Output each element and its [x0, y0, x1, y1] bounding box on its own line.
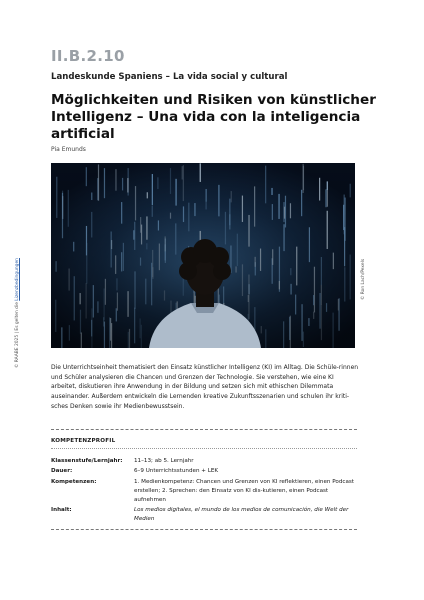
- competence-profile: [51, 429, 357, 530]
- intro-paragraph: Die Unterrichtseinheit thematisiert den Einsatz künstlicher Intelligenz (KI) im Alltag. Die Schüle-rinnen und Schüler analysieren die Chancen und Grenzen der Technologie. Sie verstehen, wie eine KI arbeitet, diskutieren ihre Anwendung in der Bildung und setzen sich mit ethischen Dilemmata auseinander. Außerdem entwickeln die Lernenden kreative Zukunftsszenarien und schulen ihr kriti-sches Denken sowie ihr Medienbewusstsein.: [51, 364, 359, 410]
- profile-row-content: [51, 506, 357, 524]
- profile-row-duration: [51, 467, 357, 476]
- hero-image: [51, 163, 355, 348]
- profile-label: Dauer:: [51, 468, 73, 475]
- profile-value: 11–13; ab 5. Lernjahr: [134, 458, 194, 464]
- license-text: © RAABE 2025 | Es gelten die: [15, 300, 20, 368]
- image-credit: © Ron Lach/Pexels: [361, 258, 366, 300]
- profile-label: Kompetenzen:: [51, 478, 97, 485]
- profile-divider-mid: [51, 448, 357, 449]
- title-line-1: Möglichkeiten und Risiken von künstlicher: [51, 92, 376, 108]
- profile-heading: KOMPETENZPROFIL: [51, 438, 116, 444]
- profile-divider-top: [51, 429, 357, 430]
- series-subtitle: Landeskunde Spaniens – La vida social y cultural: [51, 72, 288, 82]
- profile-row-grade: [51, 457, 357, 466]
- license-link[interactable]: Lizenzbedingungen: [15, 258, 20, 301]
- title-line-2: Intelligenz – Una vida con la inteligencia artificial: [51, 109, 361, 142]
- profile-label: Inhalt:: [51, 507, 72, 514]
- profile-divider-bottom: [51, 529, 357, 530]
- matrix-code-illustration: [51, 163, 355, 348]
- profile-value: 1. Medienkompetenz: Chancen und Grenzen von KI reflektieren, einen Podcast erstellen; 2. Sprechen: den Einsatz von KI dis-kutieren, einen Podcast aufnehmen: [134, 478, 354, 503]
- profile-value: 6–9 Unterrichtsstunden + LEK: [134, 468, 219, 475]
- author: Pia Emunds: [51, 146, 86, 153]
- module-code: II.B.2.10: [51, 47, 125, 65]
- profile-row-competences: [51, 478, 357, 505]
- license-note: [15, 258, 20, 368]
- profile-value: Los medios digitales, el mundo de los medios de comunicación, die Welt der Medien: [134, 507, 349, 522]
- profile-rows: [51, 457, 357, 524]
- page-title: [51, 92, 391, 143]
- profile-label: Klassenstufe/Lernjahr:: [51, 458, 123, 464]
